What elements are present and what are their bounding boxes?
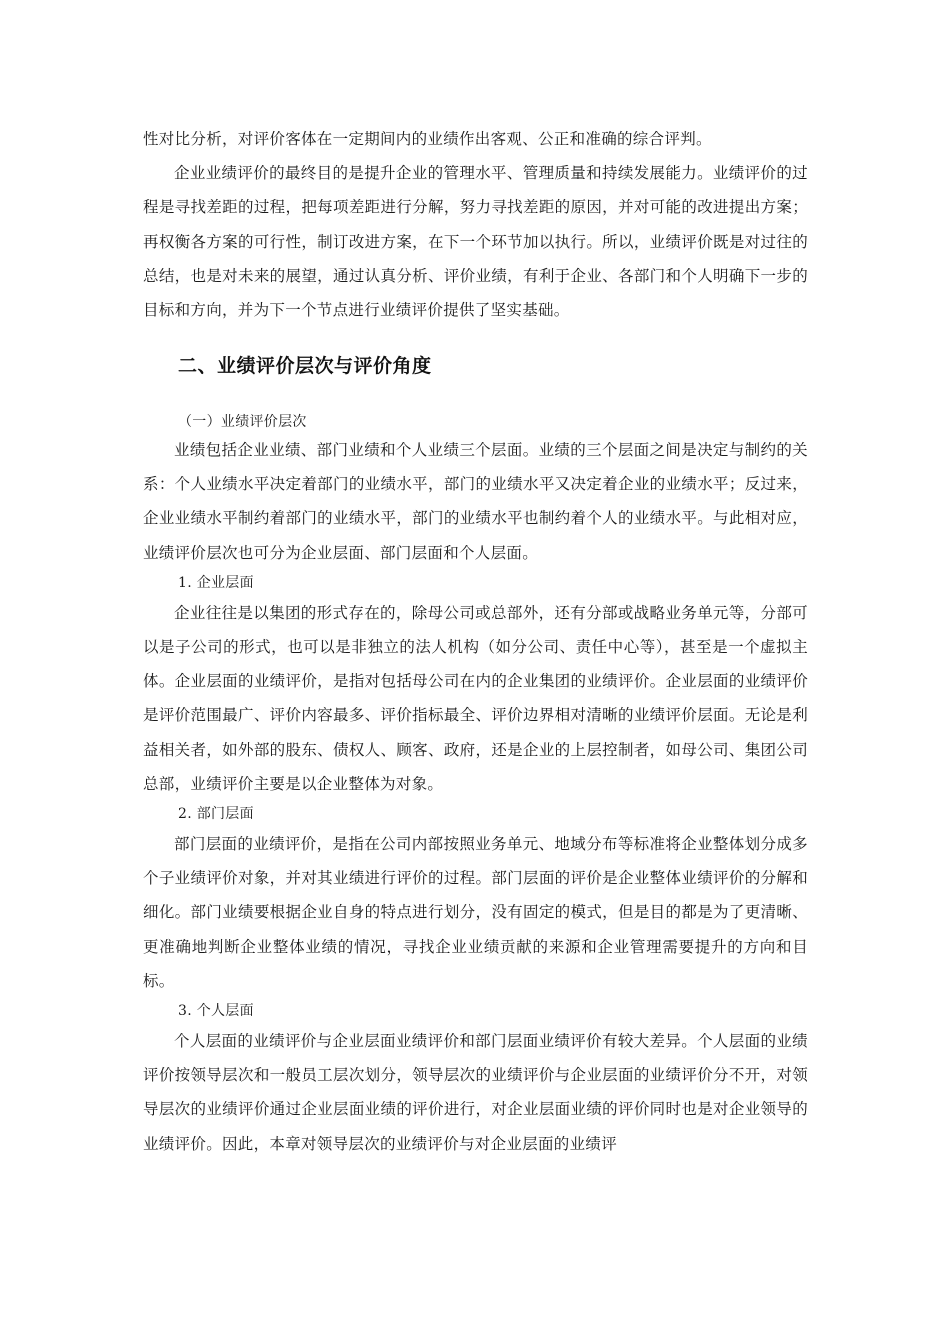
subsection-heading: （一）业绩评价层次 xyxy=(178,414,307,430)
paragraph-evaluation-purpose: 企业业绩评价的最终目的是提升企业的管理水平、管理质量和持续发展能力。业绩评价的过程是寻找差距的过程，把每项差距进行分解，努力寻找差距的原因，并对可能的改进提出方案；再权衡各方案的可行性，制订改进方案，在下一个环节加以执行。所以，业绩评价既是对过往的总结，也是对未来的展望，通过认真分析、评价业绩，有利于企业、各部门和个人明确下一步的目标和方向，并为下一个节点进行业绩评价提供了坚实基础。 xyxy=(143,164,808,320)
paragraph-individual-level: 个人层面的业绩评价与企业层面业绩评价和部门层面业绩评价有较大差异。个人层面的业绩评价按领导层次和一般员工层次划分，领导层次的业绩评价与企业层面的业绩评价分不开，对领导层次的业绩评价通过企业层面业绩的评价进行，对企业层面业绩的评价同时也是对企业领导的业绩评价。因此，本章对领导层次的业绩评价与对企业层面的业绩评 xyxy=(143,1032,808,1153)
paragraph-performance-levels: 业绩包括企业业绩、部门业绩和个人业绩三个层面。业绩的三个层面之间是决定与制约的关系：个人业绩水平决定着部门的业绩水平，部门的业绩水平又决定着企业的业绩水平；反过来，企业业绩水平制约着部门的业绩水平，部门的业绩水平也制约着个人的业绩水平。与此相对应，业绩评价层次也可分为企业层面、部门层面和个人层面。 xyxy=(143,441,808,562)
heading-individual-level: 3. 个人层面 xyxy=(178,1003,254,1020)
paragraph-department-level: 部门层面的业绩评价，是指在公司内部按照业务单元、地域分布等标准将企业整体划分成多个子业绩评价对象，并对其业绩进行评价的过程。部门层面的评价是企业整体业绩评价的分解和细化。部门业绩要根据企业自身的特点进行划分，没有固定的模式，但是目的都是为了更清晰、更准确地判断企业整体业绩的情况，寻找企业业绩贡献的来源和企业管理需要提升的方向和目标。 xyxy=(143,835,808,990)
paragraph-enterprise-level: 企业往往是以集团的形式存在的，除母公司或总部外，还有分部或战略业务单元等，分部可以是子公司的形式，也可以是非独立的法人机构（如分公司、责任中心等），甚至是一个虚拟主体。企业层面的业绩评价，是指对包括母公司在内的企业集团的业绩评价。企业层面的业绩评价是评价范围最广、评价内容最多、评价指标最全、评价边界相对清晰的业绩评价层面。无论是利益相关者，如外部的股东、债权人、顾客、政府，还是企业的上层控制者，如母公司、集团公司总部，业绩评价主要是以企业整体为对象。 xyxy=(143,603,808,793)
text-block-main xyxy=(143,411,808,1161)
paragraph-continued: 性对比分析，对评价客体在一定期间内的业绩作出客观、公正和准确的综合评判。 xyxy=(143,130,712,148)
heading-department-level: 2. 部门层面 xyxy=(178,806,254,823)
text-block-top xyxy=(143,122,808,327)
section-heading: 二、业绩评价层次与评价角度 xyxy=(178,355,432,377)
heading-enterprise-level: 1. 企业层面 xyxy=(178,574,254,591)
